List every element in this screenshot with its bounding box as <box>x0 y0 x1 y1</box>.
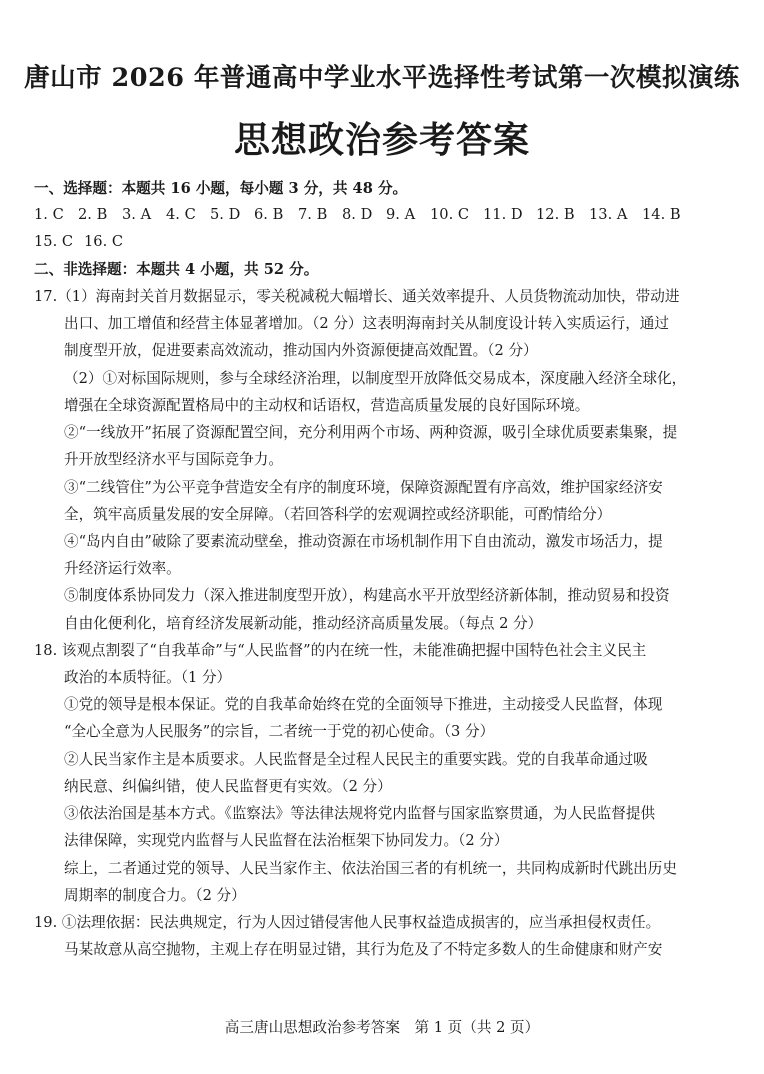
q17-line: 升经济运行效率。 <box>64 560 181 577</box>
choice-answer: 2. B <box>78 206 108 223</box>
page-title: 思想政治参考答案 <box>233 119 530 161</box>
choice-answer: 10. C <box>430 206 470 223</box>
section2-heading: 二、非选择题：本题共 4 小题，共 52 分。 <box>34 261 319 278</box>
choice-answer: 6. B <box>254 206 284 223</box>
q19-line: 马某故意从高空抛物，主观上存在明显过错，其行为危及了不特定多数人的生命健康和财产安 <box>64 941 663 958</box>
choice-answer: 8. D <box>342 206 373 223</box>
choice-answer: 15. C <box>34 233 74 250</box>
choice-answer: 5. D <box>210 206 241 223</box>
q18-line: 法律保障，实现党内监督与人民监督在法治框架下协同发力。（2 分） <box>64 832 509 849</box>
q17-line: （2）①对标国际规则，参与全球经济治理，以制度型开放降低交易成本，深度融入经济全球化， <box>64 370 687 387</box>
choice-answer: 13. A <box>589 206 628 223</box>
choice-answers-row2 <box>34 232 134 252</box>
q17-line: ⑤制度体系协同发力（深入推进制度型开放），构建高水平开放型经济新体制，推动贸易和投资 <box>64 587 670 604</box>
choice-answer: 3. A <box>122 206 152 223</box>
exam-title: 唐山市 2026 年普通高中学业水平选择性考试第一次模拟演练 <box>24 63 740 93</box>
choice-answer: 4. C <box>166 206 196 223</box>
q18-line: 纳民意、纠偏纠错，使人民监督更有实效。（2 分） <box>64 778 392 795</box>
choice-answer: 12. B <box>536 206 575 223</box>
q17-line: 增强在全球资源配置格局中的主动权和话语权，营造高质量发展的良好国际环境。 <box>64 397 590 414</box>
q17-line: 全，筑牢高质量发展的安全屏障。（若回答科学的宏观调控或经济职能，可酌情给分） <box>64 506 612 523</box>
q17-line: 出口、加工增值和经营主体显著增加。（2 分）这表明海南封关从制度设计转入实质运行，通过 <box>64 315 669 332</box>
q18-line: “全心全意为人民服务”的宗旨，二者统一于党的初心使命。（3 分） <box>64 723 495 740</box>
choice-answer: 9. A <box>386 206 416 223</box>
q18-line: ③依法治国是基本方式。《监察法》等法律法规将党内监督与国家监察贯通，为人民监督提供 <box>64 805 656 822</box>
q17-line: 升开放型经济水平与国际竞争力。 <box>64 451 283 468</box>
choice-answer: 11. D <box>483 206 523 223</box>
q17-line: ②“一线放开”拓展了资源配置空间，充分利用两个市场、两种资源，吸引全球优质要素集聚，提 <box>64 424 678 441</box>
q17-line: ④“岛内自由”破除了要素流动壁垒，推动资源在市场机制作用下自由流动，激发市场活力，提 <box>64 533 663 550</box>
choice-answer: 1. C <box>34 206 64 223</box>
q17-line: 制度型开放，促进要素高效流动，推动国内外资源便捷高效配置。（2 分） <box>64 342 538 359</box>
choice-answer: 7. B <box>298 206 328 223</box>
q18-line: 综上，二者通过党的领导、人民当家作主、依法治国三者的有机统一，共同构成新时代跳出历史 <box>64 860 677 877</box>
choice-answer: 16. C <box>84 233 124 250</box>
q17-line: 自由化便利化，培育经济发展新动能，推动经济高质量发展。（每点 2 分） <box>64 615 543 632</box>
choice-answers-row1 <box>34 205 734 225</box>
q17-line: 17.（1）海南封关首月数据显示，零关税减税大幅增长、通关效率提升、人员货物流动加快，带动进 <box>34 288 680 305</box>
q18-line: ②人民当家作主是本质要求。人民监督是全过程人民民主的重要实践。党的自我革命通过吸 <box>64 751 648 768</box>
q18-line: 周期率的制度合力。（2 分） <box>64 887 246 904</box>
choice-answer: 14. B <box>642 206 681 223</box>
q17-line: ③“二线管住”为公平竞争营造安全有序的制度环境，保障资源配置有序高效，维护国家经济安 <box>64 479 663 496</box>
page-footer: 高三唐山思想政治参考答案 第 1 页（共 2 页） <box>224 1019 540 1036</box>
q18-line: ①党的领导是根本保证。党的自我革命始终在党的全面领导下推进，主动接受人民监督，体现 <box>64 696 663 713</box>
q18-line: 18. 该观点割裂了“自我革命”与“人民监督”的内在统一性，未能准确把握中国特色社会主义民主 <box>34 642 647 659</box>
q19-line: 19. ①法理依据：民法典规定，行为人因过错侵害他人民事权益造成损害的，应当承担侵权责任。 <box>34 914 661 931</box>
section1-heading: 一、选择题：本题共 16 小题，每小题 3 分，共 48 分。 <box>34 180 408 197</box>
q18-line: 政治的本质特征。（1 分） <box>64 669 232 686</box>
